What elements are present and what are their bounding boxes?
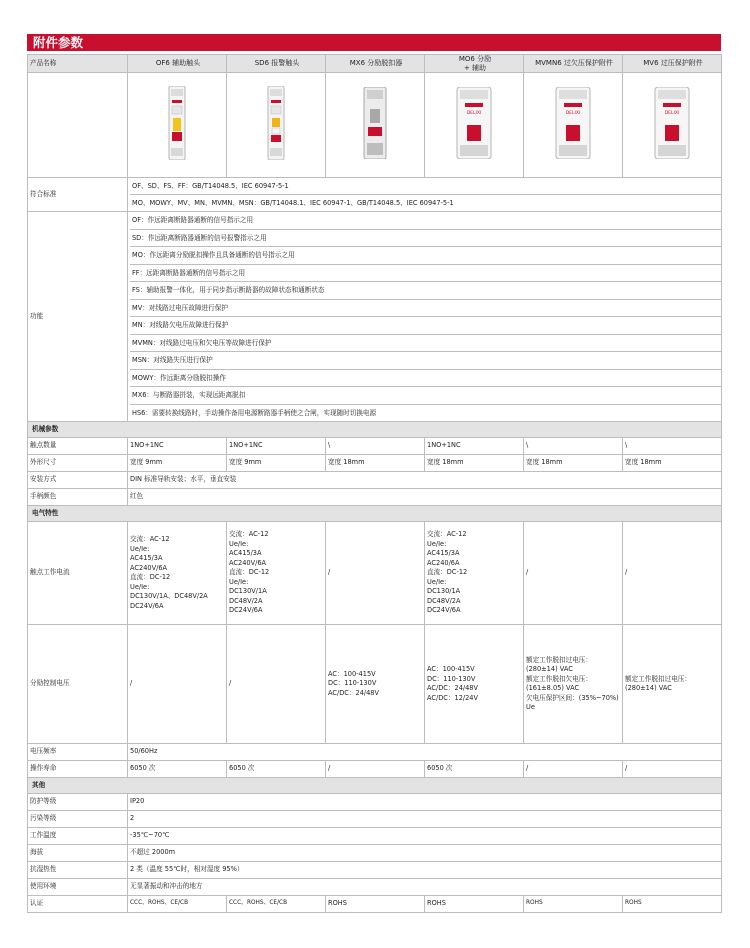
value-line: 额定工作脱扣过电压： [625, 674, 691, 683]
frequency-value: 50/60Hz [128, 744, 722, 761]
current-value [524, 522, 623, 625]
product-header-mv6: MV6 过压保护附件 [623, 55, 722, 73]
value-line: / [625, 568, 628, 577]
life-value: / [623, 761, 722, 778]
header-row [28, 55, 722, 73]
value-line: 直流：DC-12 [130, 573, 171, 581]
current-label: 触点工作电流 [28, 522, 128, 625]
life-value: / [326, 761, 425, 778]
voltage-value [623, 625, 722, 744]
value-line: (161±8.05) VAC [526, 684, 580, 692]
sd6-module-image [265, 86, 287, 160]
temperature-value: -35℃~70℃ [128, 828, 722, 845]
section-title-other: 其他 [28, 778, 722, 794]
mounting-label: 安装方式 [28, 472, 128, 489]
current-row [28, 522, 722, 625]
voltage-value [524, 625, 623, 744]
contacts-value: \ [524, 438, 623, 455]
product-header-mx6: MX6 分励脱扣器 [326, 55, 425, 73]
functions-row [28, 212, 722, 422]
function-line: SD：作远距离断路器通断的信号报警指示之用 [130, 230, 721, 248]
pollution-value: 2 [128, 811, 722, 828]
product-image-mv6 [623, 73, 722, 178]
function-line: OF：作远距离断路器通断的信号指示之用 [130, 212, 721, 230]
size-value: 宽度 18mm [326, 455, 425, 472]
value-line: 交流：AC-12 [130, 535, 170, 543]
pollution-row [28, 811, 722, 828]
value-line: 额定工作脱扣欠电压： [526, 674, 592, 683]
value-line: DC：110-130V [427, 674, 476, 683]
certification-row [28, 896, 722, 913]
contacts-row [28, 438, 722, 455]
value-line: Ue [526, 703, 535, 711]
spec-table [27, 54, 722, 913]
protection-row [28, 794, 722, 811]
contacts-value: 1NO+1NC [128, 438, 227, 455]
value-line: AC240V/6A [130, 563, 168, 572]
value-line: DC130/1A [427, 587, 461, 596]
product-image-mx6 [326, 73, 425, 178]
life-value: 6050 次 [227, 761, 326, 778]
value-line: / [229, 679, 232, 688]
section-mechanical [28, 422, 722, 438]
function-line: FF：远距离断路器通断的信号指示之用 [130, 265, 721, 283]
mounting-value: DIN 标准导轨安装；水平，垂直安装 [128, 472, 722, 489]
size-value: 宽度 18mm [524, 455, 623, 472]
value-line: Ue/Ie: [427, 539, 447, 548]
title-bar [27, 34, 721, 51]
svg-text:DELIXI: DELIXI [565, 111, 581, 117]
size-value: 宽度 18mm [425, 455, 524, 472]
voltage-value [425, 625, 524, 744]
product-header-sd6: SD6 报警触头 [227, 55, 326, 73]
current-value [326, 522, 425, 625]
function-line: MOWY：作远距离分励脱扣操作 [130, 370, 721, 388]
environment-row [28, 879, 722, 896]
product-header-mvmn6: MVMN6 过欠压保护附件 [524, 55, 623, 73]
value-line: Ue/Ie: [229, 539, 249, 548]
size-value: 宽度 9mm [227, 455, 326, 472]
value-line: DC24V/6A [427, 606, 461, 615]
value-line: DC130V/1A [229, 587, 267, 596]
pollution-label: 污染等级 [28, 811, 128, 828]
current-value [128, 522, 227, 625]
contacts-value: \ [326, 438, 425, 455]
standards-values [128, 178, 722, 212]
mounting-row [28, 472, 722, 489]
product-name-label: 产品名称 [28, 55, 128, 73]
humidity-label: 抗湿热性 [28, 862, 128, 879]
voltage-value [227, 625, 326, 744]
value-line: AC415/3A [427, 549, 460, 558]
life-label: 操作寿命 [28, 761, 128, 778]
certification-value: ROHS [326, 896, 425, 913]
protection-value: IP20 [128, 794, 722, 811]
value-line: (280±14) VAC [625, 684, 672, 692]
value-line: AC415/3A [229, 549, 262, 558]
page-title: 附件参数 [33, 35, 84, 50]
value-line: DC：110-130V [328, 679, 377, 688]
function-line: MVMN：对线路过电压和欠电压等故障进行保护 [130, 335, 721, 353]
function-line: MN：对线路欠电压故障进行保护 [130, 317, 721, 335]
voltage-value [326, 625, 425, 744]
voltage-row [28, 625, 722, 744]
value-line: DC48V/2A [229, 596, 263, 605]
value-line: Ue/Ie: [130, 544, 150, 553]
function-line: FS：辅助报警一体化，用于同步指示断路器的故障状态和通断状态 [130, 282, 721, 300]
value-line: 交流：AC-12 [229, 530, 269, 539]
of6-module-image [166, 86, 188, 160]
contacts-label: 触点数量 [28, 438, 128, 455]
current-value [227, 522, 326, 625]
value-line: AC240/6A [427, 558, 460, 567]
altitude-value: 不超过 2000m [128, 845, 722, 862]
handle-label: 手柄颜色 [28, 489, 128, 506]
size-row [28, 455, 722, 472]
humidity-row [28, 862, 722, 879]
function-line: MSN：对线路失压进行保护 [130, 352, 721, 370]
handle-value: 红色 [128, 489, 722, 506]
svg-text:DELIXI: DELIXI [664, 111, 680, 117]
standards-line: MO、MOWY、MV、MN、MVMN、MSN：GB/T14048.1、IEC 60947-1、GB/T14048.5、IEC 60947-5-1 [132, 199, 454, 207]
product-header-of6: OF6 辅助触头 [128, 55, 227, 73]
protection-label: 防护等级 [28, 794, 128, 811]
life-value: / [524, 761, 623, 778]
section-title-mechanical: 机械参数 [28, 422, 722, 438]
mvmn6-module-image [554, 87, 592, 159]
value-line: AC/DC：24/48V [328, 688, 380, 697]
voltage-label: 分励控制电压 [28, 625, 128, 744]
voltage-value [128, 625, 227, 744]
value-line: AC240V/6A [229, 558, 267, 567]
value-line: 额定工作脱扣过电压： [526, 655, 592, 664]
certification-value: CCC、ROHS、CE/CB [227, 896, 326, 913]
value-line: DC24V/6A [229, 606, 263, 615]
product-image-mo6 [425, 73, 524, 178]
product-image-row [28, 73, 722, 178]
value-line: 欠电压保护区间：(35%~70%) [526, 693, 619, 702]
value-line: AC/DC：24/48V [427, 684, 479, 692]
altitude-row [28, 845, 722, 862]
current-value [623, 522, 722, 625]
function-line: HS6：需要转换线路时，手动操作备用电源断路器手柄使之合闸，实现随时切换电源 [132, 408, 377, 417]
value-line: DC24V/6A [130, 601, 164, 610]
value-line: / [526, 568, 529, 577]
current-value [425, 522, 524, 625]
function-line: MV：对线路过电压故障进行保护 [130, 300, 721, 318]
value-line: 直流：DC-12 [427, 568, 468, 577]
standards-row [28, 178, 722, 212]
environment-label: 使用环境 [28, 879, 128, 896]
value-line: AC415/3A [130, 554, 163, 562]
life-value: 6050 次 [425, 761, 524, 778]
section-title-electrical: 电气特性 [28, 506, 722, 522]
life-row [28, 761, 722, 778]
value-line: Ue/Ie: [229, 577, 249, 586]
product-image-mvmn6 [524, 73, 623, 178]
value-line: DC48V/2A [427, 596, 461, 605]
mv6-module-image [653, 87, 691, 159]
temperature-row [28, 828, 722, 845]
standards-label: 符合标准 [28, 178, 128, 212]
contacts-value: 1NO+1NC [425, 438, 524, 455]
product-header-mo6 [425, 55, 524, 73]
temperature-label: 工作温度 [28, 828, 128, 845]
value-line: / [328, 568, 331, 577]
mx6-module-image [361, 87, 389, 159]
altitude-label: 海拔 [28, 845, 128, 862]
product-image-sd6 [227, 73, 326, 178]
value-line: AC：100-415V [427, 665, 475, 673]
certification-value: ROHS [623, 896, 722, 913]
certification-value: ROHS [425, 896, 524, 913]
product-image-of6 [128, 73, 227, 178]
contacts-value: \ [623, 438, 722, 455]
certification-value: CCC、ROHS、CE/CB [128, 896, 227, 913]
certification-label: 认证 [28, 896, 128, 913]
functions-values [128, 212, 722, 422]
value-line: AC：100-415V [328, 669, 376, 678]
functions-label: 功能 [28, 212, 128, 422]
mo6-module-image [455, 87, 493, 159]
section-electrical [28, 506, 722, 522]
value-line: Ue/Ie: [427, 577, 447, 586]
size-label: 外形尺寸 [28, 455, 128, 472]
image-row-label [28, 73, 128, 178]
size-value: 宽度 18mm [623, 455, 722, 472]
product-header-mo6-text: MO6 分励 + 辅助 [458, 55, 492, 72]
value-line: / [130, 679, 133, 688]
frequency-row [28, 744, 722, 761]
svg-text:DELIXI: DELIXI [466, 111, 482, 117]
value-line: 交流：AC-12 [427, 530, 467, 539]
value-line: (280±14) VAC [526, 665, 573, 673]
environment-value: 无显著振动和冲击的地方 [128, 879, 722, 896]
standards-line: OF、SD、FS、FF：GB/T14048.5、IEC 60947-5-1 [130, 178, 721, 195]
contacts-value: 1NO+1NC [227, 438, 326, 455]
value-line: AC/DC：12/24V [427, 693, 479, 702]
function-line: MO：作远距离分励脱扣操作且具备通断的信号指示之用 [130, 247, 721, 265]
life-value: 6050 次 [128, 761, 227, 778]
handle-row [28, 489, 722, 506]
value-line: DC130V/1A、DC48V/2A [130, 592, 208, 600]
value-line: 直流：DC-12 [229, 568, 270, 577]
value-line: Ue/Ie: [130, 582, 150, 591]
humidity-value: 2 类（温度 55℃时，相对湿度 95%） [128, 862, 722, 879]
certification-value: ROHS [524, 896, 623, 913]
section-other [28, 778, 722, 794]
frequency-label: 电压频率 [28, 744, 128, 761]
size-value: 宽度 9mm [128, 455, 227, 472]
function-line: MX6：与断路器拼装，实现远距离脱扣 [130, 387, 721, 405]
